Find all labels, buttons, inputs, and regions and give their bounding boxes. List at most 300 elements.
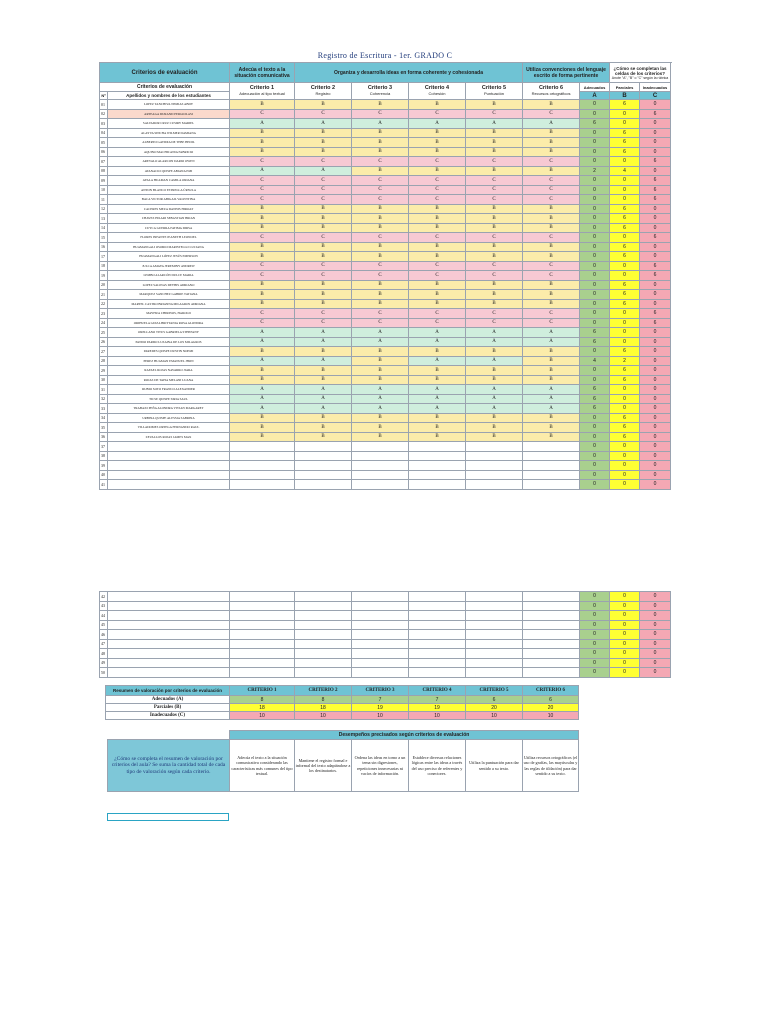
- criterion-grade[interactable]: B: [295, 299, 352, 309]
- criterion-grade[interactable]: [295, 601, 352, 611]
- criterion-grade[interactable]: C: [295, 261, 352, 271]
- criterion-grade[interactable]: B: [295, 432, 352, 442]
- criterion-grade[interactable]: B: [352, 242, 409, 252]
- criterion-grade[interactable]: C: [230, 261, 295, 271]
- criterion-grade[interactable]: [409, 592, 466, 602]
- criterion-grade[interactable]: B: [230, 423, 295, 433]
- criterion-grade[interactable]: [352, 442, 409, 452]
- criterion-grade[interactable]: C: [230, 233, 295, 243]
- criterion-grade[interactable]: [409, 649, 466, 659]
- criterion-grade[interactable]: C: [409, 109, 466, 119]
- criterion-grade[interactable]: B: [295, 280, 352, 290]
- criterion-grade[interactable]: B: [523, 100, 580, 110]
- criterion-grade[interactable]: C: [409, 233, 466, 243]
- criterion-grade[interactable]: B: [352, 299, 409, 309]
- criterion-grade[interactable]: [409, 620, 466, 630]
- criterion-grade[interactable]: C: [523, 318, 580, 328]
- criterion-grade[interactable]: B: [230, 366, 295, 376]
- criterion-grade[interactable]: B: [523, 138, 580, 148]
- criterion-grade[interactable]: [230, 480, 295, 490]
- criterion-grade[interactable]: B: [409, 432, 466, 442]
- criterion-grade[interactable]: B: [523, 413, 580, 423]
- criterion-grade[interactable]: C: [409, 176, 466, 186]
- criterion-grade[interactable]: C: [352, 271, 409, 281]
- criterion-grade[interactable]: B: [295, 347, 352, 357]
- criterion-grade[interactable]: B: [295, 290, 352, 300]
- criterion-grade[interactable]: C: [295, 176, 352, 186]
- criterion-grade[interactable]: B: [409, 138, 466, 148]
- criterion-grade[interactable]: [466, 601, 523, 611]
- criterion-grade[interactable]: B: [409, 280, 466, 290]
- criterion-grade[interactable]: C: [523, 261, 580, 271]
- criterion-grade[interactable]: B: [352, 413, 409, 423]
- criterion-grade[interactable]: [352, 480, 409, 490]
- criterion-grade[interactable]: A: [523, 394, 580, 404]
- criterion-grade[interactable]: A: [466, 356, 523, 366]
- criterion-grade[interactable]: B: [352, 375, 409, 385]
- criterion-grade[interactable]: [352, 601, 409, 611]
- criterion-grade[interactable]: C: [523, 309, 580, 319]
- criterion-grade[interactable]: B: [466, 223, 523, 233]
- criterion-grade[interactable]: [523, 480, 580, 490]
- criterion-grade[interactable]: C: [409, 318, 466, 328]
- criterion-grade[interactable]: [523, 658, 580, 668]
- criterion-grade[interactable]: B: [466, 347, 523, 357]
- criterion-grade[interactable]: [295, 470, 352, 480]
- criterion-grade[interactable]: B: [409, 252, 466, 262]
- criterion-grade[interactable]: C: [466, 309, 523, 319]
- criterion-grade[interactable]: [523, 451, 580, 461]
- criterion-grade[interactable]: C: [352, 233, 409, 243]
- criterion-grade[interactable]: [409, 470, 466, 480]
- criterion-grade[interactable]: A: [466, 119, 523, 129]
- criterion-grade[interactable]: [352, 658, 409, 668]
- criterion-grade[interactable]: B: [523, 347, 580, 357]
- criterion-grade[interactable]: B: [295, 223, 352, 233]
- criterion-grade[interactable]: B: [409, 366, 466, 376]
- criterion-grade[interactable]: A: [352, 404, 409, 414]
- criterion-grade[interactable]: C: [352, 261, 409, 271]
- criterion-grade[interactable]: [230, 470, 295, 480]
- criterion-grade[interactable]: B: [466, 100, 523, 110]
- criterion-grade[interactable]: C: [466, 157, 523, 167]
- criterion-grade[interactable]: B: [352, 138, 409, 148]
- criterion-grade[interactable]: B: [352, 147, 409, 157]
- criterion-grade[interactable]: [409, 668, 466, 678]
- criterion-grade[interactable]: A: [230, 328, 295, 338]
- criterion-grade[interactable]: [409, 442, 466, 452]
- criterion-grade[interactable]: C: [523, 109, 580, 119]
- criterion-grade[interactable]: C: [295, 157, 352, 167]
- criterion-grade[interactable]: C: [295, 195, 352, 205]
- criterion-grade[interactable]: C: [409, 195, 466, 205]
- criterion-grade[interactable]: C: [295, 233, 352, 243]
- criterion-grade[interactable]: B: [230, 138, 295, 148]
- criterion-grade[interactable]: B: [466, 413, 523, 423]
- criterion-grade[interactable]: B: [523, 290, 580, 300]
- criterion-grade[interactable]: B: [352, 432, 409, 442]
- criterion-grade[interactable]: B: [295, 366, 352, 376]
- criterion-grade[interactable]: C: [466, 261, 523, 271]
- criterion-grade[interactable]: [230, 649, 295, 659]
- criterion-grade[interactable]: A: [466, 328, 523, 338]
- criterion-grade[interactable]: B: [230, 100, 295, 110]
- criterion-grade[interactable]: [230, 668, 295, 678]
- criterion-grade[interactable]: [230, 630, 295, 640]
- criterion-grade[interactable]: B: [230, 242, 295, 252]
- criterion-grade[interactable]: C: [352, 185, 409, 195]
- criterion-grade[interactable]: [230, 658, 295, 668]
- criterion-grade[interactable]: C: [295, 185, 352, 195]
- criterion-grade[interactable]: C: [230, 157, 295, 167]
- criterion-grade[interactable]: B: [295, 242, 352, 252]
- criterion-grade[interactable]: A: [466, 394, 523, 404]
- criterion-grade[interactable]: B: [523, 280, 580, 290]
- criterion-grade[interactable]: A: [295, 119, 352, 129]
- criterion-grade[interactable]: [523, 639, 580, 649]
- criterion-grade[interactable]: B: [466, 290, 523, 300]
- criterion-grade[interactable]: A: [352, 328, 409, 338]
- criterion-grade[interactable]: A: [523, 385, 580, 395]
- criterion-grade[interactable]: C: [230, 176, 295, 186]
- criterion-grade[interactable]: [523, 470, 580, 480]
- criterion-grade[interactable]: B: [230, 347, 295, 357]
- criterion-grade[interactable]: B: [466, 166, 523, 176]
- criterion-grade[interactable]: A: [230, 119, 295, 129]
- criterion-grade[interactable]: C: [230, 185, 295, 195]
- criterion-grade[interactable]: [466, 470, 523, 480]
- criterion-grade[interactable]: B: [230, 204, 295, 214]
- criterion-grade[interactable]: [409, 451, 466, 461]
- criterion-grade[interactable]: [295, 451, 352, 461]
- criterion-grade[interactable]: B: [523, 128, 580, 138]
- criterion-grade[interactable]: B: [352, 204, 409, 214]
- criterion-grade[interactable]: B: [352, 423, 409, 433]
- criterion-grade[interactable]: C: [409, 261, 466, 271]
- criterion-grade[interactable]: B: [295, 252, 352, 262]
- criterion-grade[interactable]: B: [466, 375, 523, 385]
- criterion-grade[interactable]: B: [230, 147, 295, 157]
- criterion-grade[interactable]: A: [352, 394, 409, 404]
- student-name[interactable]: [108, 480, 230, 490]
- criterion-grade[interactable]: B: [352, 356, 409, 366]
- criterion-grade[interactable]: B: [409, 242, 466, 252]
- criterion-grade[interactable]: B: [230, 252, 295, 262]
- criterion-grade[interactable]: [230, 639, 295, 649]
- criterion-grade[interactable]: [295, 668, 352, 678]
- criterion-grade[interactable]: B: [466, 366, 523, 376]
- criterion-grade[interactable]: [409, 601, 466, 611]
- criterion-grade[interactable]: [466, 639, 523, 649]
- criterion-grade[interactable]: C: [352, 195, 409, 205]
- criterion-grade[interactable]: C: [230, 109, 295, 119]
- student-name[interactable]: [108, 658, 230, 668]
- criterion-grade[interactable]: A: [295, 385, 352, 395]
- criterion-grade[interactable]: A: [230, 166, 295, 176]
- criterion-grade[interactable]: A: [466, 337, 523, 347]
- criterion-grade[interactable]: B: [230, 432, 295, 442]
- criterion-grade[interactable]: C: [409, 185, 466, 195]
- criterion-grade[interactable]: B: [466, 242, 523, 252]
- criterion-grade[interactable]: [352, 451, 409, 461]
- criterion-grade[interactable]: [352, 649, 409, 659]
- criterion-grade[interactable]: C: [523, 195, 580, 205]
- criterion-grade[interactable]: [352, 630, 409, 640]
- criterion-grade[interactable]: [295, 630, 352, 640]
- criterion-grade[interactable]: [466, 658, 523, 668]
- criterion-grade[interactable]: C: [352, 157, 409, 167]
- student-name[interactable]: [108, 592, 230, 602]
- criterion-grade[interactable]: [230, 592, 295, 602]
- criterion-grade[interactable]: [352, 620, 409, 630]
- student-name[interactable]: [108, 470, 230, 480]
- criterion-grade[interactable]: B: [230, 128, 295, 138]
- criterion-grade[interactable]: [466, 611, 523, 621]
- criterion-grade[interactable]: C: [466, 271, 523, 281]
- criterion-grade[interactable]: [409, 658, 466, 668]
- student-name[interactable]: [108, 461, 230, 471]
- criterion-grade[interactable]: B: [466, 138, 523, 148]
- criterion-grade[interactable]: C: [409, 157, 466, 167]
- criterion-grade[interactable]: B: [352, 280, 409, 290]
- criterion-grade[interactable]: C: [466, 185, 523, 195]
- criterion-grade[interactable]: B: [523, 375, 580, 385]
- criterion-grade[interactable]: [409, 639, 466, 649]
- student-name[interactable]: [108, 649, 230, 659]
- criterion-grade[interactable]: C: [466, 318, 523, 328]
- criterion-grade[interactable]: B: [466, 299, 523, 309]
- criterion-grade[interactable]: C: [523, 176, 580, 186]
- criterion-grade[interactable]: C: [466, 176, 523, 186]
- criterion-grade[interactable]: [352, 668, 409, 678]
- criterion-grade[interactable]: A: [409, 394, 466, 404]
- criterion-grade[interactable]: B: [230, 280, 295, 290]
- criterion-grade[interactable]: B: [295, 423, 352, 433]
- criterion-grade[interactable]: C: [466, 233, 523, 243]
- criterion-grade[interactable]: B: [352, 214, 409, 224]
- criterion-grade[interactable]: A: [295, 394, 352, 404]
- criterion-grade[interactable]: B: [352, 223, 409, 233]
- criterion-grade[interactable]: B: [409, 299, 466, 309]
- criterion-grade[interactable]: B: [352, 366, 409, 376]
- criterion-grade[interactable]: B: [523, 252, 580, 262]
- criterion-grade[interactable]: C: [295, 309, 352, 319]
- criterion-grade[interactable]: C: [352, 318, 409, 328]
- criterion-grade[interactable]: B: [409, 214, 466, 224]
- criterion-grade[interactable]: B: [523, 299, 580, 309]
- criterion-grade[interactable]: A: [230, 356, 295, 366]
- criterion-grade[interactable]: B: [230, 413, 295, 423]
- criterion-grade[interactable]: A: [230, 394, 295, 404]
- criterion-grade[interactable]: [352, 639, 409, 649]
- criterion-grade[interactable]: C: [523, 233, 580, 243]
- criterion-grade[interactable]: C: [466, 109, 523, 119]
- criterion-grade[interactable]: B: [409, 413, 466, 423]
- criterion-grade[interactable]: A: [230, 385, 295, 395]
- student-name[interactable]: [108, 601, 230, 611]
- criterion-grade[interactable]: B: [295, 204, 352, 214]
- criterion-grade[interactable]: B: [295, 128, 352, 138]
- criterion-grade[interactable]: A: [409, 337, 466, 347]
- criterion-grade[interactable]: [466, 461, 523, 471]
- criterion-grade[interactable]: [409, 480, 466, 490]
- criterion-grade[interactable]: [466, 649, 523, 659]
- student-name[interactable]: [108, 639, 230, 649]
- criterion-grade[interactable]: [352, 461, 409, 471]
- criterion-grade[interactable]: [230, 611, 295, 621]
- student-name[interactable]: [108, 630, 230, 640]
- criterion-grade[interactable]: C: [466, 195, 523, 205]
- criterion-grade[interactable]: A: [523, 119, 580, 129]
- criterion-grade[interactable]: B: [523, 204, 580, 214]
- criterion-grade[interactable]: [295, 442, 352, 452]
- criterion-grade[interactable]: B: [523, 242, 580, 252]
- criterion-grade[interactable]: B: [523, 166, 580, 176]
- criterion-grade[interactable]: [409, 630, 466, 640]
- criterion-grade[interactable]: [523, 649, 580, 659]
- criterion-grade[interactable]: [230, 442, 295, 452]
- criterion-grade[interactable]: B: [466, 280, 523, 290]
- criterion-grade[interactable]: B: [466, 432, 523, 442]
- criterion-grade[interactable]: [295, 639, 352, 649]
- criterion-grade[interactable]: A: [409, 328, 466, 338]
- criterion-grade[interactable]: [230, 601, 295, 611]
- criterion-grade[interactable]: [466, 451, 523, 461]
- criterion-grade[interactable]: C: [523, 271, 580, 281]
- criterion-grade[interactable]: [466, 592, 523, 602]
- criterion-grade[interactable]: A: [409, 119, 466, 129]
- criterion-grade[interactable]: B: [409, 290, 466, 300]
- criterion-grade[interactable]: B: [295, 147, 352, 157]
- criterion-grade[interactable]: [230, 451, 295, 461]
- criterion-grade[interactable]: A: [230, 404, 295, 414]
- criterion-grade[interactable]: B: [466, 204, 523, 214]
- criterion-grade[interactable]: B: [466, 147, 523, 157]
- criterion-grade[interactable]: C: [295, 109, 352, 119]
- criterion-grade[interactable]: [523, 611, 580, 621]
- criterion-grade[interactable]: B: [523, 423, 580, 433]
- criterion-grade[interactable]: [230, 461, 295, 471]
- criterion-grade[interactable]: B: [523, 214, 580, 224]
- criterion-grade[interactable]: [352, 592, 409, 602]
- criterion-grade[interactable]: B: [523, 366, 580, 376]
- criterion-grade[interactable]: C: [230, 195, 295, 205]
- criterion-grade[interactable]: A: [230, 337, 295, 347]
- criterion-grade[interactable]: B: [295, 100, 352, 110]
- criterion-grade[interactable]: [352, 611, 409, 621]
- criterion-grade[interactable]: B: [409, 204, 466, 214]
- criterion-grade[interactable]: [409, 461, 466, 471]
- criterion-grade[interactable]: B: [352, 100, 409, 110]
- criterion-grade[interactable]: B: [523, 147, 580, 157]
- criterion-grade[interactable]: [523, 630, 580, 640]
- criterion-grade[interactable]: B: [523, 432, 580, 442]
- criterion-grade[interactable]: B: [352, 128, 409, 138]
- criterion-grade[interactable]: B: [523, 356, 580, 366]
- criterion-grade[interactable]: B: [295, 375, 352, 385]
- criterion-grade[interactable]: C: [295, 318, 352, 328]
- criterion-grade[interactable]: A: [409, 404, 466, 414]
- empty-input-box[interactable]: [107, 813, 229, 821]
- criterion-grade[interactable]: B: [409, 128, 466, 138]
- criterion-grade[interactable]: [295, 649, 352, 659]
- criterion-grade[interactable]: [523, 592, 580, 602]
- student-name[interactable]: [108, 620, 230, 630]
- criterion-grade[interactable]: B: [409, 147, 466, 157]
- criterion-grade[interactable]: A: [409, 385, 466, 395]
- criterion-grade[interactable]: B: [230, 375, 295, 385]
- criterion-grade[interactable]: A: [409, 356, 466, 366]
- criterion-grade[interactable]: C: [295, 271, 352, 281]
- criterion-grade[interactable]: [523, 668, 580, 678]
- criterion-grade[interactable]: A: [523, 337, 580, 347]
- criterion-grade[interactable]: C: [352, 176, 409, 186]
- criterion-grade[interactable]: B: [230, 214, 295, 224]
- criterion-grade[interactable]: [523, 601, 580, 611]
- criterion-grade[interactable]: [295, 658, 352, 668]
- criterion-grade[interactable]: B: [352, 290, 409, 300]
- criterion-grade[interactable]: A: [295, 166, 352, 176]
- criterion-grade[interactable]: A: [352, 119, 409, 129]
- criterion-grade[interactable]: C: [352, 309, 409, 319]
- criterion-grade[interactable]: B: [409, 347, 466, 357]
- criterion-grade[interactable]: A: [295, 404, 352, 414]
- criterion-grade[interactable]: A: [352, 337, 409, 347]
- criterion-grade[interactable]: B: [409, 100, 466, 110]
- criterion-grade[interactable]: A: [523, 328, 580, 338]
- criterion-grade[interactable]: A: [352, 385, 409, 395]
- criterion-grade[interactable]: [466, 620, 523, 630]
- criterion-grade[interactable]: C: [230, 271, 295, 281]
- criterion-grade[interactable]: A: [295, 356, 352, 366]
- student-name[interactable]: [108, 611, 230, 621]
- criterion-grade[interactable]: B: [230, 290, 295, 300]
- criterion-grade[interactable]: B: [295, 138, 352, 148]
- criterion-grade[interactable]: B: [466, 423, 523, 433]
- criterion-grade[interactable]: [295, 461, 352, 471]
- criterion-grade[interactable]: A: [466, 404, 523, 414]
- student-name[interactable]: [108, 668, 230, 678]
- criterion-grade[interactable]: A: [295, 328, 352, 338]
- criterion-grade[interactable]: [466, 442, 523, 452]
- criterion-grade[interactable]: C: [409, 271, 466, 281]
- criterion-grade[interactable]: B: [230, 223, 295, 233]
- criterion-grade[interactable]: B: [352, 252, 409, 262]
- criterion-grade[interactable]: B: [230, 299, 295, 309]
- criterion-grade[interactable]: B: [352, 347, 409, 357]
- criterion-grade[interactable]: B: [466, 214, 523, 224]
- criterion-grade[interactable]: B: [352, 166, 409, 176]
- criterion-grade[interactable]: [466, 668, 523, 678]
- criterion-grade[interactable]: [295, 620, 352, 630]
- criterion-grade[interactable]: B: [295, 413, 352, 423]
- criterion-grade[interactable]: B: [409, 375, 466, 385]
- criterion-grade[interactable]: [295, 480, 352, 490]
- criterion-grade[interactable]: B: [466, 252, 523, 262]
- student-name[interactable]: [108, 442, 230, 452]
- criterion-grade[interactable]: [295, 611, 352, 621]
- criterion-grade[interactable]: C: [230, 318, 295, 328]
- criterion-grade[interactable]: A: [295, 337, 352, 347]
- criterion-grade[interactable]: B: [409, 223, 466, 233]
- criterion-grade[interactable]: C: [352, 109, 409, 119]
- criterion-grade[interactable]: B: [295, 214, 352, 224]
- criterion-grade[interactable]: [523, 442, 580, 452]
- criterion-grade[interactable]: [230, 620, 295, 630]
- criterion-grade[interactable]: [295, 592, 352, 602]
- criterion-grade[interactable]: [523, 620, 580, 630]
- student-name[interactable]: [108, 451, 230, 461]
